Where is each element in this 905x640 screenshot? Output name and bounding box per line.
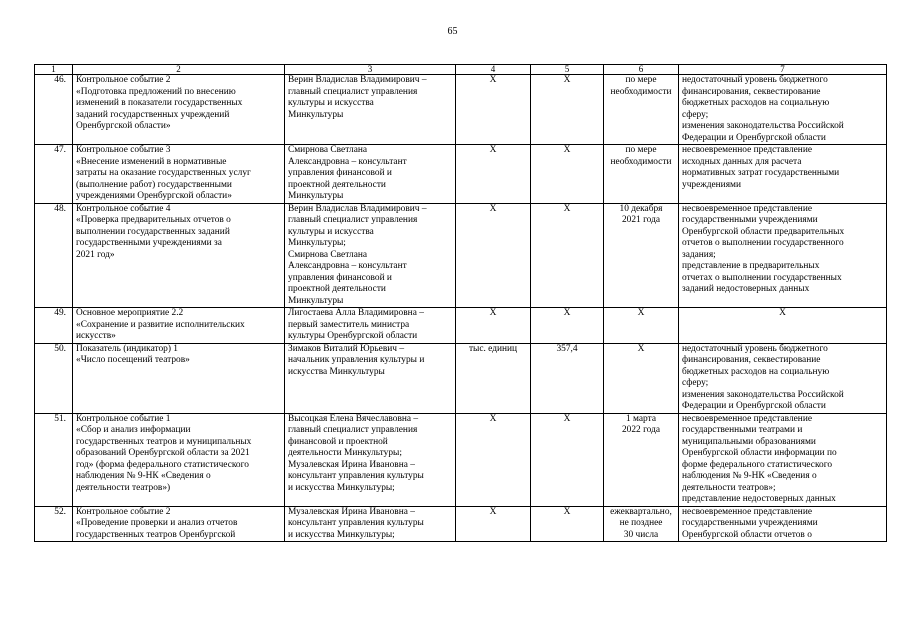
event-name-line: выполнении государственных заданий — [76, 226, 230, 237]
deadline-line: 2021 года — [621, 215, 661, 225]
risk-line: финансирования, секвестирование — [682, 86, 821, 97]
value-cell — [531, 145, 604, 204]
risk-cell — [679, 413, 887, 506]
value-cell — [531, 308, 604, 344]
row-number: 50. — [54, 343, 66, 354]
event-name-cell — [73, 413, 285, 506]
responsible-line: консультант управления культуры — [288, 471, 424, 481]
risk-line: форме федерального статистического — [682, 459, 833, 470]
event-name-line: образований Оренбургской области за 2021 — [76, 448, 250, 458]
responsible-line: культуры Оренбургской области — [288, 331, 418, 341]
risk-line: деятельности театров»; — [682, 482, 776, 493]
responsible-line: и искусства Минкультуры; — [288, 529, 395, 540]
responsible-line: начальник управления культуры и — [288, 355, 425, 365]
responsible-line: Зимаков Виталий Юрьевич – — [288, 343, 405, 354]
risk-line: заданий недостоверных данных — [682, 284, 810, 294]
deadline-line: 10 декабря — [619, 203, 663, 214]
responsible-line: Верин Владислав Владимирович – — [288, 203, 427, 214]
value-cell — [531, 203, 604, 308]
deadline-line: необходимости — [610, 86, 672, 97]
responsible-line: культуры и искусства — [288, 226, 374, 237]
responsible-cell — [285, 343, 456, 413]
unit-value: Х — [489, 506, 497, 517]
header-row — [35, 65, 887, 75]
risk-line: государственными учреждениями — [682, 518, 818, 528]
responsible-line: Лигостаева Алла Владимировна – — [288, 308, 424, 318]
responsible-line: Смирнова Светлана — [288, 145, 368, 155]
deadline-line: Х — [637, 343, 645, 354]
risk-line: финансирования, секвестирование — [682, 355, 821, 365]
event-name-line: Контрольное событие 2 — [76, 75, 171, 85]
event-name-cell — [73, 343, 285, 413]
unit-value: Х — [489, 413, 497, 424]
responsible-line: главный специалист управления — [288, 86, 418, 97]
row-number-cell — [35, 203, 73, 308]
risk-cell — [679, 343, 887, 413]
value-cell — [531, 413, 604, 506]
responsible-line: и искусства Минкультуры; — [288, 482, 395, 493]
table-row — [35, 145, 887, 204]
event-name-line: государственных театров и муниципальных — [76, 436, 252, 447]
event-name-line: «Проверка предварительных отчетов о — [76, 215, 231, 225]
event-name-line: год» (форма федерального статистического — [76, 459, 249, 470]
deadline-line: Х — [637, 308, 645, 318]
risk-line: несвоевременное представление — [682, 506, 812, 517]
event-name-cell — [73, 145, 285, 204]
risk-line: Оренбургской области отчетов о — [682, 529, 812, 540]
table-row — [35, 413, 887, 506]
responsible-line: Александровна – консультант — [288, 156, 407, 167]
deadline-line: необходимости — [610, 156, 672, 167]
target-value: Х — [563, 75, 571, 85]
deadline-cell — [604, 145, 679, 204]
unit-value: Х — [489, 203, 497, 214]
risk-line: бюджетных расходов на социальную — [682, 98, 830, 108]
unit-cell — [456, 145, 531, 204]
row-number: 46. — [54, 75, 66, 85]
responsible-line: проектной деятельности — [288, 179, 386, 190]
responsible-line: управления финансовой и — [288, 272, 392, 283]
row-number-cell — [35, 308, 73, 344]
responsible-line: управления финансовой и — [288, 168, 392, 178]
deadline-line: ежеквартально, — [610, 506, 672, 517]
event-name-line: Оренбургской области» — [76, 121, 171, 131]
event-name-line: государственных театров Оренбургской — [76, 529, 236, 540]
deadline-cell — [604, 343, 679, 413]
target-value: Х — [563, 506, 571, 517]
row-number: 52. — [54, 506, 66, 517]
risk-cell — [679, 506, 887, 542]
risk-line: представление в предварительных — [682, 261, 820, 271]
deadline-line: по мере — [625, 145, 657, 155]
unit-cell — [456, 413, 531, 506]
responsible-line: деятельности Минкультуры; — [288, 448, 402, 458]
event-name-line: заданий государственных учреждений — [76, 109, 230, 120]
unit-cell — [456, 506, 531, 542]
responsible-line: Верин Владислав Владимирович – — [288, 75, 427, 85]
responsible-line: Минкультуры — [288, 295, 344, 306]
event-name-line: «Подготовка предложений по внесению — [76, 86, 236, 97]
responsible-cell — [285, 308, 456, 344]
target-value: Х — [563, 203, 571, 214]
responsible-cell — [285, 145, 456, 204]
unit-value: Х — [489, 145, 497, 155]
event-name-line: Контрольное событие 1 — [76, 413, 171, 424]
risk-line: государственными учреждениями — [682, 215, 818, 225]
event-name-line: Контрольное событие 3 — [76, 145, 171, 155]
risk-line: отчетов о выполнении государственного — [682, 238, 844, 248]
event-name-line: Показатель (индикатор) 1 — [76, 343, 178, 354]
event-name-line: искусств» — [76, 331, 116, 341]
deadline-cell — [604, 75, 679, 145]
row-number: 47. — [54, 145, 66, 155]
row-number: 48. — [54, 203, 66, 214]
target-value: Х — [563, 308, 571, 318]
deadline-cell — [604, 506, 679, 542]
responsible-line: Высоцкая Елена Вячеславовна – — [288, 413, 419, 424]
unit-cell — [456, 343, 531, 413]
risk-cell — [679, 308, 887, 344]
responsible-cell — [285, 413, 456, 506]
row-number-cell — [35, 343, 73, 413]
risk-line: нормативных затрат государственными — [682, 168, 840, 178]
responsible-cell — [285, 75, 456, 145]
risk-line: изменения законодательства Российской — [682, 121, 844, 131]
event-name-line: наблюдения № 9-НК «Сведения о — [76, 471, 211, 481]
unit-value: Х — [489, 308, 497, 318]
risk-cell — [679, 75, 887, 145]
risk-line: государственными театрами и — [682, 425, 803, 435]
event-name-cell — [73, 75, 285, 145]
deadline-line: по мере — [625, 75, 657, 85]
event-name-line: «Сбор и анализ информации — [76, 425, 191, 435]
event-name-line: учреждениями Оренбургской области» — [76, 191, 232, 201]
unit-cell — [456, 75, 531, 145]
risk-line: учреждениями — [682, 179, 741, 190]
responsible-line: культуры и искусства — [288, 98, 374, 108]
unit-value: Х — [489, 75, 497, 85]
responsible-cell — [285, 203, 456, 308]
responsible-cell — [285, 506, 456, 542]
event-name-line: изменений в показатели государственных — [76, 98, 243, 108]
event-name-cell — [73, 308, 285, 344]
risk-line: представление недостоверных данных — [682, 494, 836, 504]
risk-line: Федерации и Оренбургской области — [682, 401, 826, 411]
responsible-line: Минкультуры — [288, 191, 344, 201]
risk-line: исходных данных для расчета — [682, 156, 802, 167]
risk-line: наблюдения № 9-НК «Сведения о — [682, 471, 817, 481]
event-name-line: затраты на оказание государственных услуг — [76, 168, 251, 178]
responsible-line: первый заместитель министра — [288, 319, 410, 330]
event-name-line: деятельности театров») — [76, 482, 171, 493]
row-number-cell — [35, 145, 73, 204]
plan-table — [34, 64, 887, 542]
responsible-line: Музалевская Ирина Ивановна – — [288, 459, 415, 470]
value-cell — [531, 75, 604, 145]
row-number-cell — [35, 506, 73, 542]
row-number-cell — [35, 413, 73, 506]
risk-line: несвоевременное представление — [682, 413, 812, 424]
responsible-line: главный специалист управления — [288, 215, 418, 225]
unit-value: тыс. единиц — [468, 343, 518, 354]
responsible-line: Минкультуры — [288, 109, 344, 120]
page-number: 65 — [447, 26, 458, 37]
responsible-line: искусства Минкультуры — [288, 366, 385, 377]
header-col-3: 3 — [285, 65, 456, 75]
risk-line: сферу; — [682, 378, 709, 388]
responsible-line: главный специалист управления — [288, 425, 418, 435]
risk-line: изменения законодательства Российской — [682, 389, 844, 400]
responsible-line: консультант управления культуры — [288, 518, 424, 528]
event-name-line: Контрольное событие 4 — [76, 203, 171, 214]
risk-cell — [679, 203, 887, 308]
risk-line: Х — [779, 308, 786, 318]
risk-line: недостаточный уровень бюджетного — [682, 343, 828, 354]
event-name-line: «Сохранение и развитие исполнительских — [76, 319, 245, 330]
table-row — [35, 343, 887, 413]
deadline-cell — [604, 308, 679, 344]
table-row — [35, 75, 887, 145]
deadline-cell — [604, 413, 679, 506]
responsible-line: проектной деятельности — [288, 284, 386, 294]
row-number: 49. — [54, 308, 66, 318]
header-col-6: 6 — [604, 65, 679, 75]
value-cell — [531, 343, 604, 413]
header-col-7: 7 — [679, 65, 887, 75]
event-name-line: Контрольное событие 2 — [76, 506, 171, 517]
header-col-2: 2 — [73, 65, 285, 75]
responsible-line: Александровна – консультант — [288, 261, 407, 271]
deadline-line: 2022 года — [621, 425, 661, 435]
event-name-line: государственными учреждениями за — [76, 238, 222, 248]
table-row — [35, 203, 887, 308]
event-name-line: 2021 год» — [76, 249, 115, 260]
deadline-line: 1 марта — [626, 413, 656, 424]
deadline-cell — [604, 203, 679, 308]
row-number: 51. — [54, 413, 66, 424]
risk-line: несвоевременное представление — [682, 145, 812, 155]
event-name-line: Основное мероприятие 2.2 — [76, 308, 184, 318]
table-row — [35, 506, 887, 542]
event-name-line: «Число посещений театров» — [76, 355, 190, 365]
header-col-4: 4 — [456, 65, 531, 75]
risk-line: Оренбургской области информации по — [682, 448, 837, 458]
risk-line: сферу; — [682, 109, 709, 120]
header-col-5: 5 — [531, 65, 604, 75]
responsible-line: Музалевская Ирина Ивановна – — [288, 506, 415, 517]
event-name-line: (выполнение работ) государственными — [76, 179, 232, 190]
risk-line: несвоевременное представление — [682, 203, 812, 214]
risk-line: недостаточный уровень бюджетного — [682, 75, 828, 85]
risk-line: Оренбургской области предварительных — [682, 226, 845, 237]
responsible-line: Минкультуры; — [288, 238, 346, 248]
responsible-line: Смирнова Светлана — [288, 249, 368, 260]
table-row — [35, 308, 887, 344]
deadline-line: не позднее — [619, 518, 663, 528]
risk-line: задания; — [682, 249, 716, 260]
risk-line: отчетах о выполнении государственных — [682, 272, 842, 283]
header-col-1: 1 — [35, 65, 73, 75]
responsible-line: финансовой и проектной — [288, 436, 388, 447]
row-number-cell — [35, 75, 73, 145]
risk-line: муниципальными образованиями — [682, 436, 816, 447]
target-value: Х — [563, 413, 571, 424]
event-name-line: «Проведение проверки и анализ отчетов — [76, 518, 238, 528]
risk-cell — [679, 145, 887, 204]
risk-line: Федерации и Оренбургской области — [682, 132, 826, 143]
event-name-line: «Внесение изменений в нормативные — [76, 156, 227, 167]
target-value: 357,4 — [556, 343, 578, 354]
unit-cell — [456, 203, 531, 308]
value-cell — [531, 506, 604, 542]
event-name-cell — [73, 506, 285, 542]
unit-cell — [456, 308, 531, 344]
risk-line: бюджетных расходов на социальную — [682, 366, 830, 377]
target-value: Х — [563, 145, 571, 155]
event-name-cell — [73, 203, 285, 308]
deadline-line: 30 числа — [623, 529, 659, 540]
